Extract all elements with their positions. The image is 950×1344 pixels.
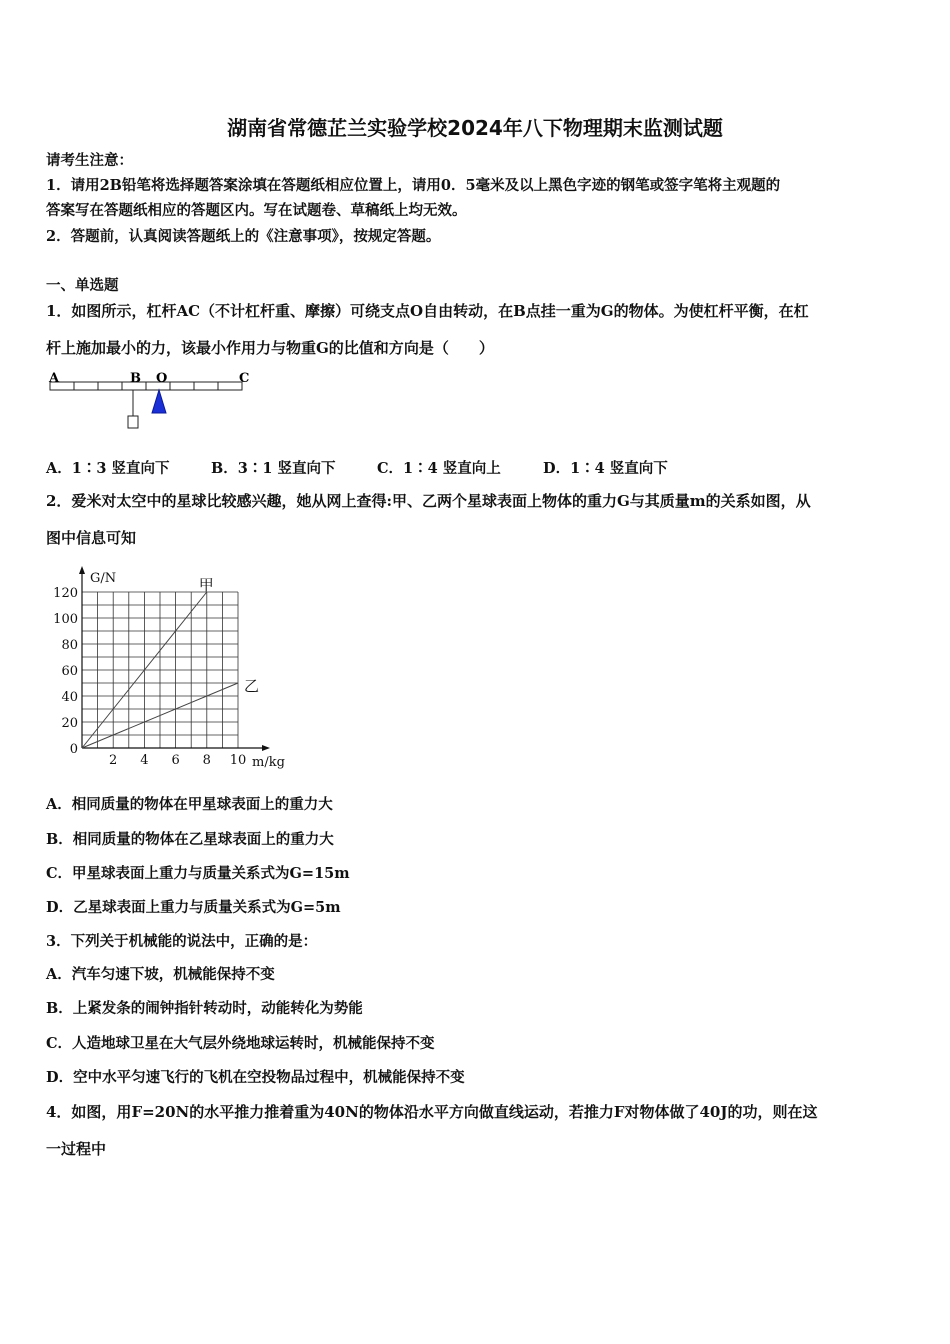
q2-option-c[interactable]: C．甲星球表面上重力与质量关系式为G=15m xyxy=(46,865,350,882)
x-tick-label: 10 xyxy=(229,753,247,768)
q1-option-d[interactable]: D．1∶4 竖直向下 xyxy=(543,460,668,477)
q2-stem-line-2: 图中信息可知 xyxy=(46,529,137,547)
q1-option-c[interactable]: C．1∶4 竖直向上 xyxy=(377,460,501,477)
y-tick-label: 20 xyxy=(61,716,78,731)
series-label-jia: 甲 xyxy=(198,576,214,594)
x-axis-arrow xyxy=(262,745,270,751)
q3-stem: 3．下列关于机械能的说法中，正确的是： xyxy=(46,933,318,950)
y-tick-label: 80 xyxy=(61,638,78,653)
y-tick-label: 100 xyxy=(53,612,78,627)
q4-stem-line-2: 一过程中 xyxy=(46,1140,107,1158)
y-tick-label: 120 xyxy=(53,586,78,601)
y-tick-label: 0 xyxy=(69,742,78,757)
q3-option-c[interactable]: C．人造地球卫星在大气层外绕地球运转时，机械能保持不变 xyxy=(46,1035,435,1052)
q1-stem-line-1: 1．如图所示，杠杆AC（不计杠杆重、摩擦）可绕支点O自由转动，在B点挂一重为G的物体。为使杠杆平衡，在杠 xyxy=(46,302,809,320)
notice-item-1-line-1: 1．请用2B铅笔将选择题答案涂填在答题纸相应位置上，请用0．5毫米及以上黑色字迹的钢笔或签字笔将主观题的 xyxy=(46,177,781,194)
y-tick-label: 60 xyxy=(61,664,78,679)
fulcrum-triangle xyxy=(152,390,166,413)
q3-option-d[interactable]: D．空中水平匀速飞行的飞机在空投物品过程中，机械能保持不变 xyxy=(46,1069,465,1086)
q4-stem-line-1: 4．如图，用F=20N的水平推力推着重为40N的物体沿水平方向做直线运动，若推力F对物体做了40J的功，则在这 xyxy=(46,1103,818,1121)
series-label-yi: 乙 xyxy=(244,677,260,695)
lever-label-o: O xyxy=(156,371,168,386)
y-axis-arrow xyxy=(79,566,85,574)
gravity-mass-chart xyxy=(44,564,304,774)
x-tick-label: 2 xyxy=(109,753,118,768)
notice-heading: 请考生注意： xyxy=(46,152,133,169)
chart-grid xyxy=(82,592,238,748)
x-tick-label: 6 xyxy=(171,753,180,768)
q1-option-b[interactable]: B．3∶1 竖直向下 xyxy=(211,460,336,477)
x-axis-label: m/kg xyxy=(252,755,285,770)
x-tick-label: 8 xyxy=(202,753,211,768)
q2-option-a[interactable]: A．相同质量的物体在甲星球表面上的重力大 xyxy=(46,796,333,813)
q1-option-a[interactable]: A．1∶3 竖直向下 xyxy=(46,460,170,477)
notice-item-2: 2．答题前，认真阅读答题纸上的《注意事项》，按规定答题。 xyxy=(46,228,441,245)
y-tick-label: 40 xyxy=(61,690,78,705)
section-heading-single-choice: 一、单选题 xyxy=(46,277,119,294)
q1-options xyxy=(46,457,668,478)
q2-option-d[interactable]: D．乙星球表面上重力与质量关系式为G=5m xyxy=(46,899,341,916)
lever-label-b: B xyxy=(130,371,141,386)
y-axis-label: G/N xyxy=(90,571,117,586)
lever-figure xyxy=(44,368,264,434)
notice-item-1-line-2: 答案写在答题纸相应的答题区内。写在试题卷、草稿纸上均无效。 xyxy=(46,202,467,219)
q2-stem-line-1: 2．爱米对太空中的星球比较感兴趣，她从网上查得:甲、乙两个星球表面上物体的重力G与其质量m的关系如图，从 xyxy=(46,492,811,510)
hanging-weight xyxy=(128,416,138,428)
q3-option-a[interactable]: A．汽车匀速下坡，机械能保持不变 xyxy=(46,966,275,983)
q3-option-b[interactable]: B．上紧发条的闹钟指针转动时，动能转化为势能 xyxy=(46,1000,363,1017)
x-tick-label: 4 xyxy=(140,753,149,768)
page-title: 湖南省常德芷兰实验学校2024年八下物理期末监测试题 xyxy=(227,116,723,140)
chart-axes xyxy=(79,566,270,751)
q1-stem-line-2: 杆上施加最小的力，该最小作用力与物重G的比值和方向是（ ） xyxy=(46,339,494,357)
lever-label-c: C xyxy=(239,371,250,386)
q2-option-b[interactable]: B．相同质量的物体在乙星球表面上的重力大 xyxy=(46,831,334,848)
lever-label-a: A xyxy=(49,371,60,386)
